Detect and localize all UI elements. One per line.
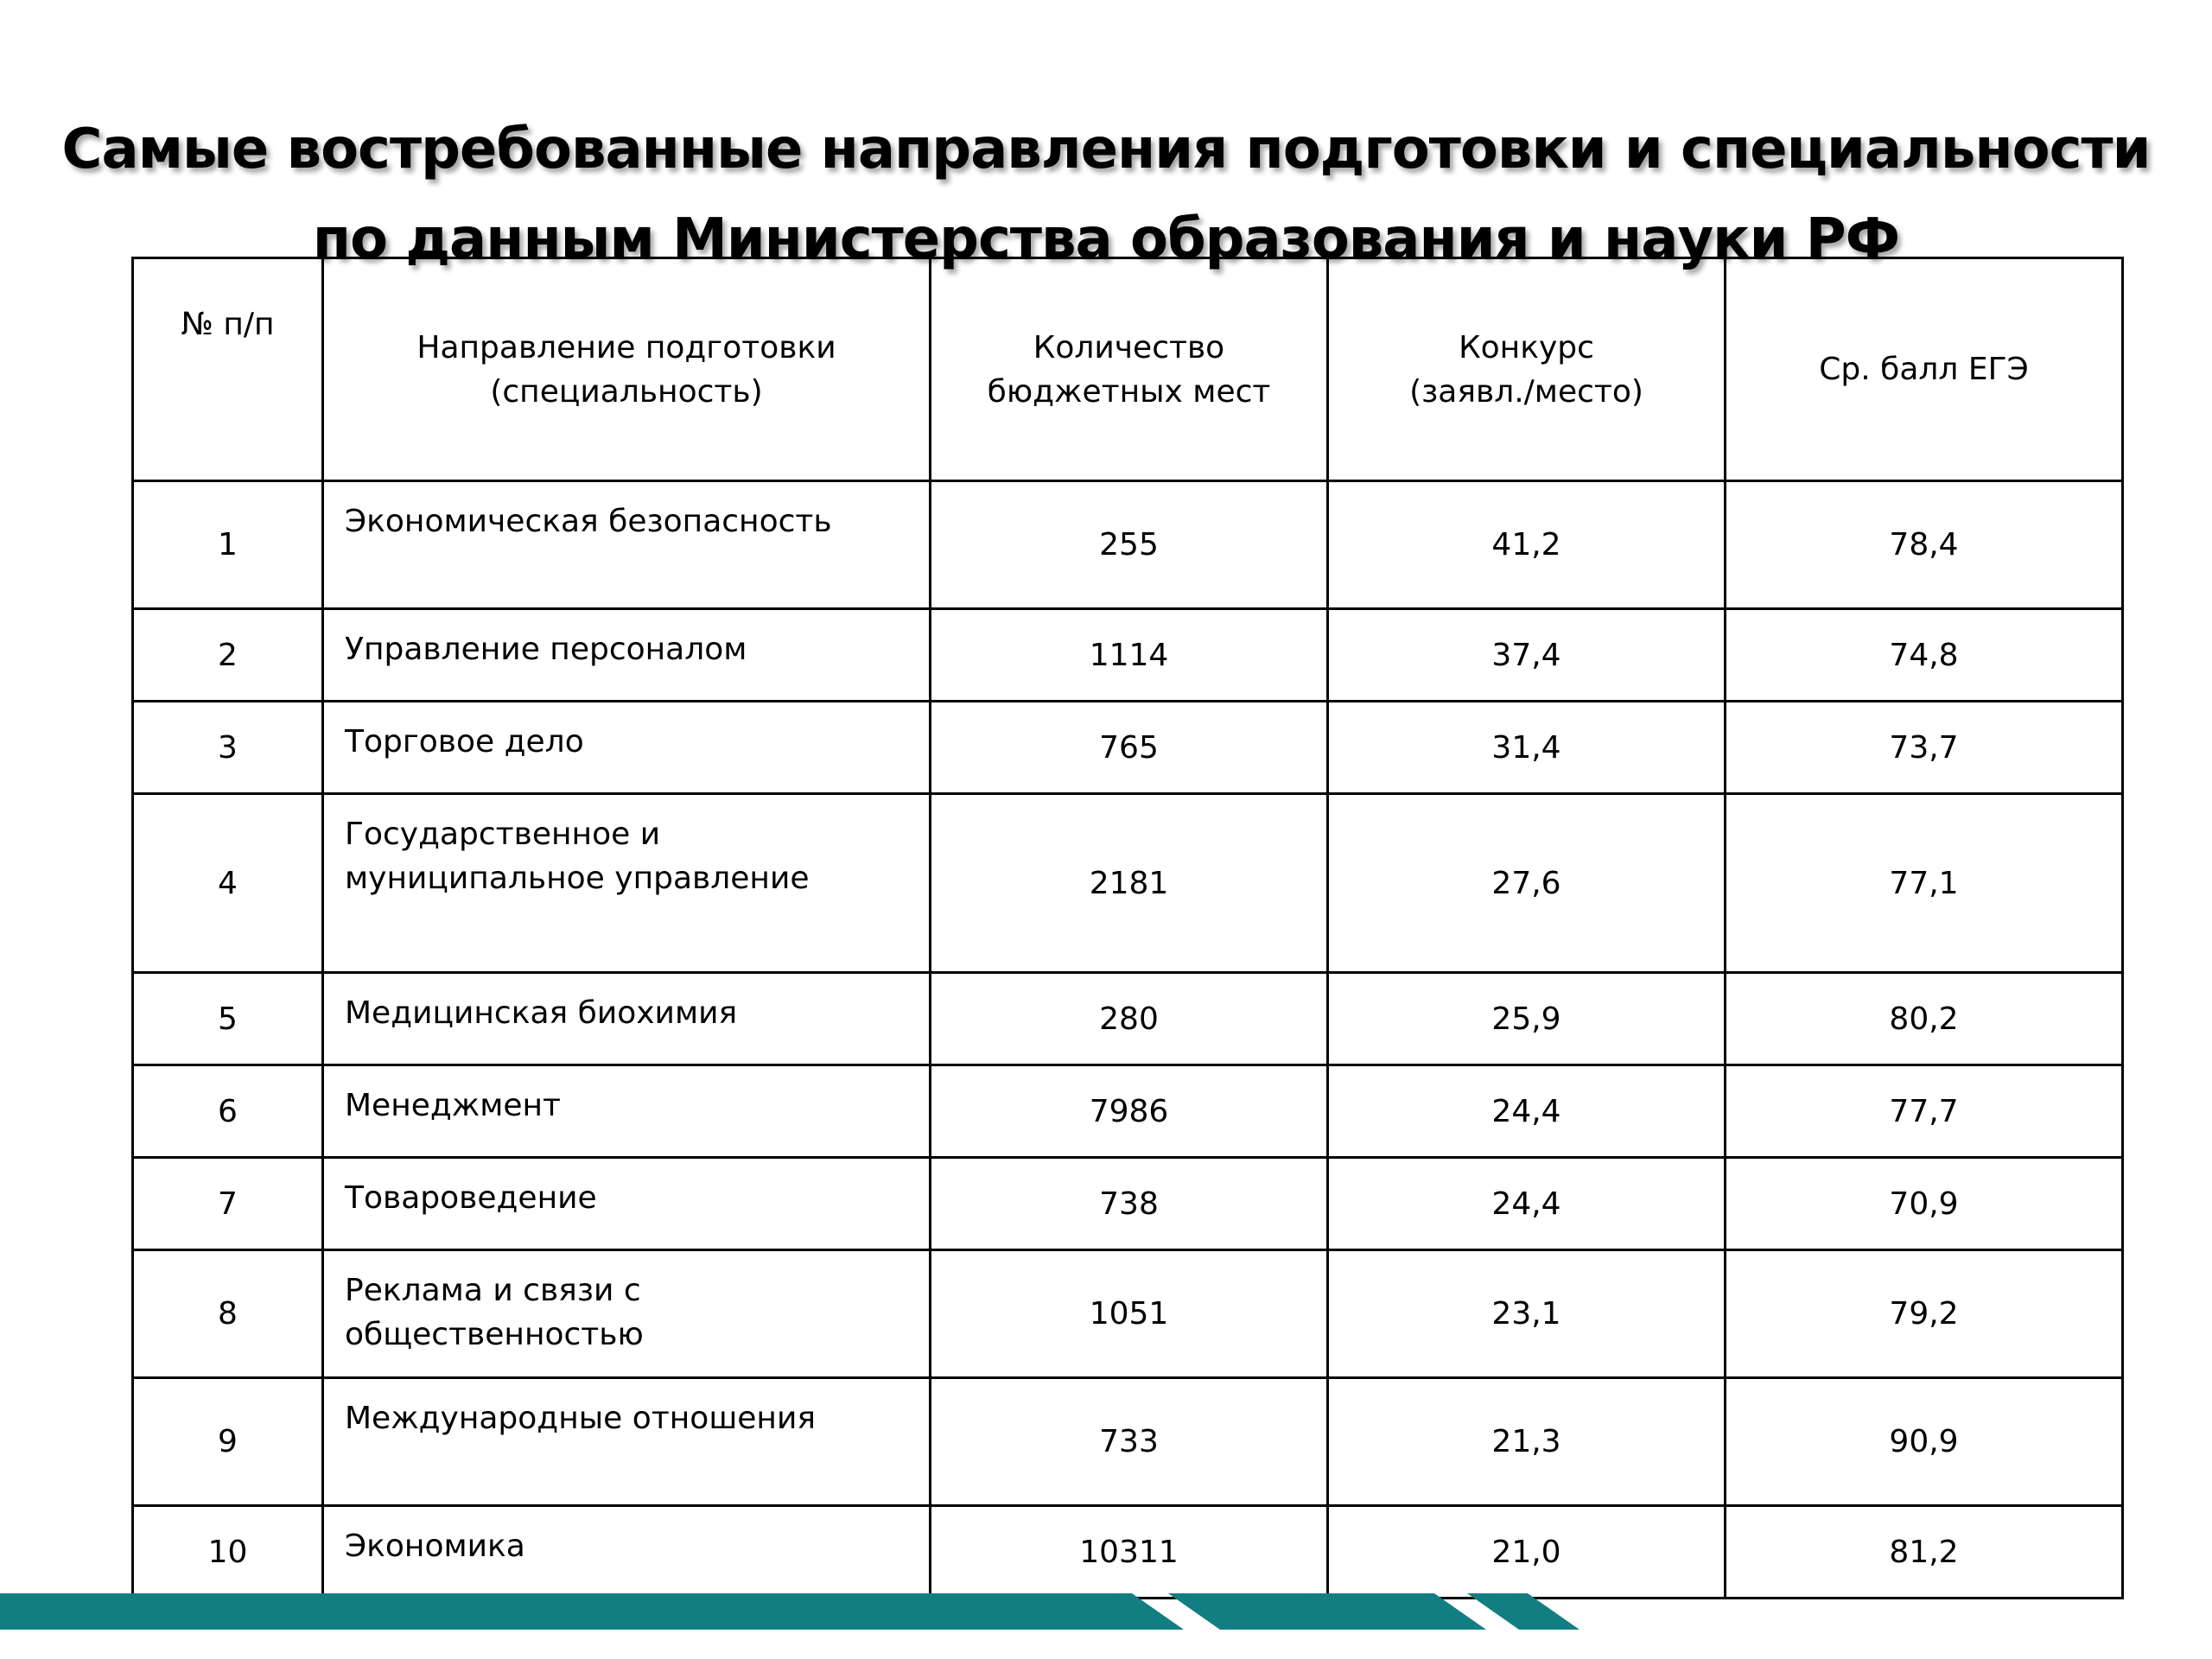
cell-num: 9 xyxy=(133,1378,323,1506)
cell-avg-score: 77,1 xyxy=(1726,794,2123,973)
table-row xyxy=(133,1250,2123,1378)
header-direction xyxy=(323,258,931,481)
cell-num: 6 xyxy=(133,1065,323,1158)
header-budget-places-line-1: Количество xyxy=(1033,329,1225,365)
footer-stripe-segment-2 xyxy=(1168,1593,1486,1630)
footer-stripe-segment-3 xyxy=(1467,1593,1580,1630)
cell-competition: 31,4 xyxy=(1328,702,1726,794)
cell-budget-places: 2181 xyxy=(931,794,1328,973)
cell-competition: 41,2 xyxy=(1328,481,1726,609)
cell-num: 3 xyxy=(133,702,323,794)
cell-direction-name: Менеджмент xyxy=(323,1065,931,1158)
table-row xyxy=(133,973,2123,1065)
header-num: № п/п xyxy=(133,258,323,481)
table-row xyxy=(133,1378,2123,1506)
header-direction-line-1: Направление подготовки xyxy=(416,329,836,365)
cell-avg-score: 73,7 xyxy=(1726,702,2123,794)
cell-competition: 24,4 xyxy=(1328,1158,1726,1250)
table-row xyxy=(133,1158,2123,1250)
cell-num: 10 xyxy=(133,1506,323,1599)
cell-budget-places: 10311 xyxy=(931,1506,1328,1599)
cell-direction-name: Экономика xyxy=(323,1506,931,1599)
cell-competition: 25,9 xyxy=(1328,973,1726,1065)
table-row xyxy=(133,1506,2123,1599)
table-row xyxy=(133,794,2123,973)
cell-budget-places: 1051 xyxy=(931,1250,1328,1378)
slide-title-line-2: по данным Министерства образования и науки РФ xyxy=(312,207,1900,271)
header-budget-places-line-2: бюджетных мест xyxy=(987,373,1271,410)
footer-stripe-decoration xyxy=(0,1593,1581,1630)
header-competition xyxy=(1328,258,1726,481)
cell-avg-score: 70,9 xyxy=(1726,1158,2123,1250)
cell-direction-name: Управление персоналом xyxy=(323,609,931,702)
cell-avg-score: 90,9 xyxy=(1726,1378,2123,1506)
cell-budget-places: 738 xyxy=(931,1158,1328,1250)
cell-direction-name: Международные отношения xyxy=(323,1378,931,1506)
cell-avg-score: 80,2 xyxy=(1726,973,2123,1065)
table-row xyxy=(133,609,2123,702)
cell-avg-score: 81,2 xyxy=(1726,1506,2123,1599)
header-direction-line-2: (специальность) xyxy=(490,373,763,410)
cell-budget-places: 7986 xyxy=(931,1065,1328,1158)
cell-competition: 24,4 xyxy=(1328,1065,1726,1158)
cell-avg-score: 78,4 xyxy=(1726,481,2123,609)
cell-direction-name: Торговое дело xyxy=(323,702,931,794)
cell-num: 8 xyxy=(133,1250,323,1378)
cell-budget-places: 255 xyxy=(931,481,1328,609)
header-budget-places xyxy=(931,258,1328,481)
slide-title-line-1: Самые востребованные направления подготовки и специальности xyxy=(61,117,2151,181)
cell-competition: 23,1 xyxy=(1328,1250,1726,1378)
cell-num: 1 xyxy=(133,481,323,609)
specialties-table xyxy=(131,257,2124,1599)
cell-direction-name: Медицинская биохимия xyxy=(323,973,931,1065)
header-competition-line-1: Конкурс xyxy=(1459,329,1594,365)
header-avg-score: Ср. балл ЕГЭ xyxy=(1726,258,2123,481)
cell-num: 2 xyxy=(133,609,323,702)
cell-competition: 27,6 xyxy=(1328,794,1726,973)
table-row xyxy=(133,1065,2123,1158)
cell-direction-name: Реклама и связи с общественностью xyxy=(323,1250,931,1378)
header-competition-line-2: (заявл./место) xyxy=(1409,373,1643,410)
cell-direction-name: Товароведение xyxy=(323,1158,931,1250)
table-row xyxy=(133,481,2123,609)
cell-competition: 21,3 xyxy=(1328,1378,1726,1506)
cell-num: 4 xyxy=(133,794,323,973)
cell-budget-places: 765 xyxy=(931,702,1328,794)
cell-num: 7 xyxy=(133,1158,323,1250)
cell-competition: 37,4 xyxy=(1328,609,1726,702)
footer-stripe-segment-1 xyxy=(0,1593,1184,1630)
cell-num: 5 xyxy=(133,973,323,1065)
cell-avg-score: 77,7 xyxy=(1726,1065,2123,1158)
cell-budget-places: 733 xyxy=(931,1378,1328,1506)
cell-budget-places: 1114 xyxy=(931,609,1328,702)
table-row xyxy=(133,702,2123,794)
cell-avg-score: 79,2 xyxy=(1726,1250,2123,1378)
cell-budget-places: 280 xyxy=(931,973,1328,1065)
cell-direction-name: Экономическая безопасность xyxy=(323,481,931,609)
cell-avg-score: 74,8 xyxy=(1726,609,2123,702)
cell-direction-name: Государственное и муниципальное управление xyxy=(323,794,931,973)
table-header-row xyxy=(133,258,2123,481)
cell-competition: 21,0 xyxy=(1328,1506,1726,1599)
